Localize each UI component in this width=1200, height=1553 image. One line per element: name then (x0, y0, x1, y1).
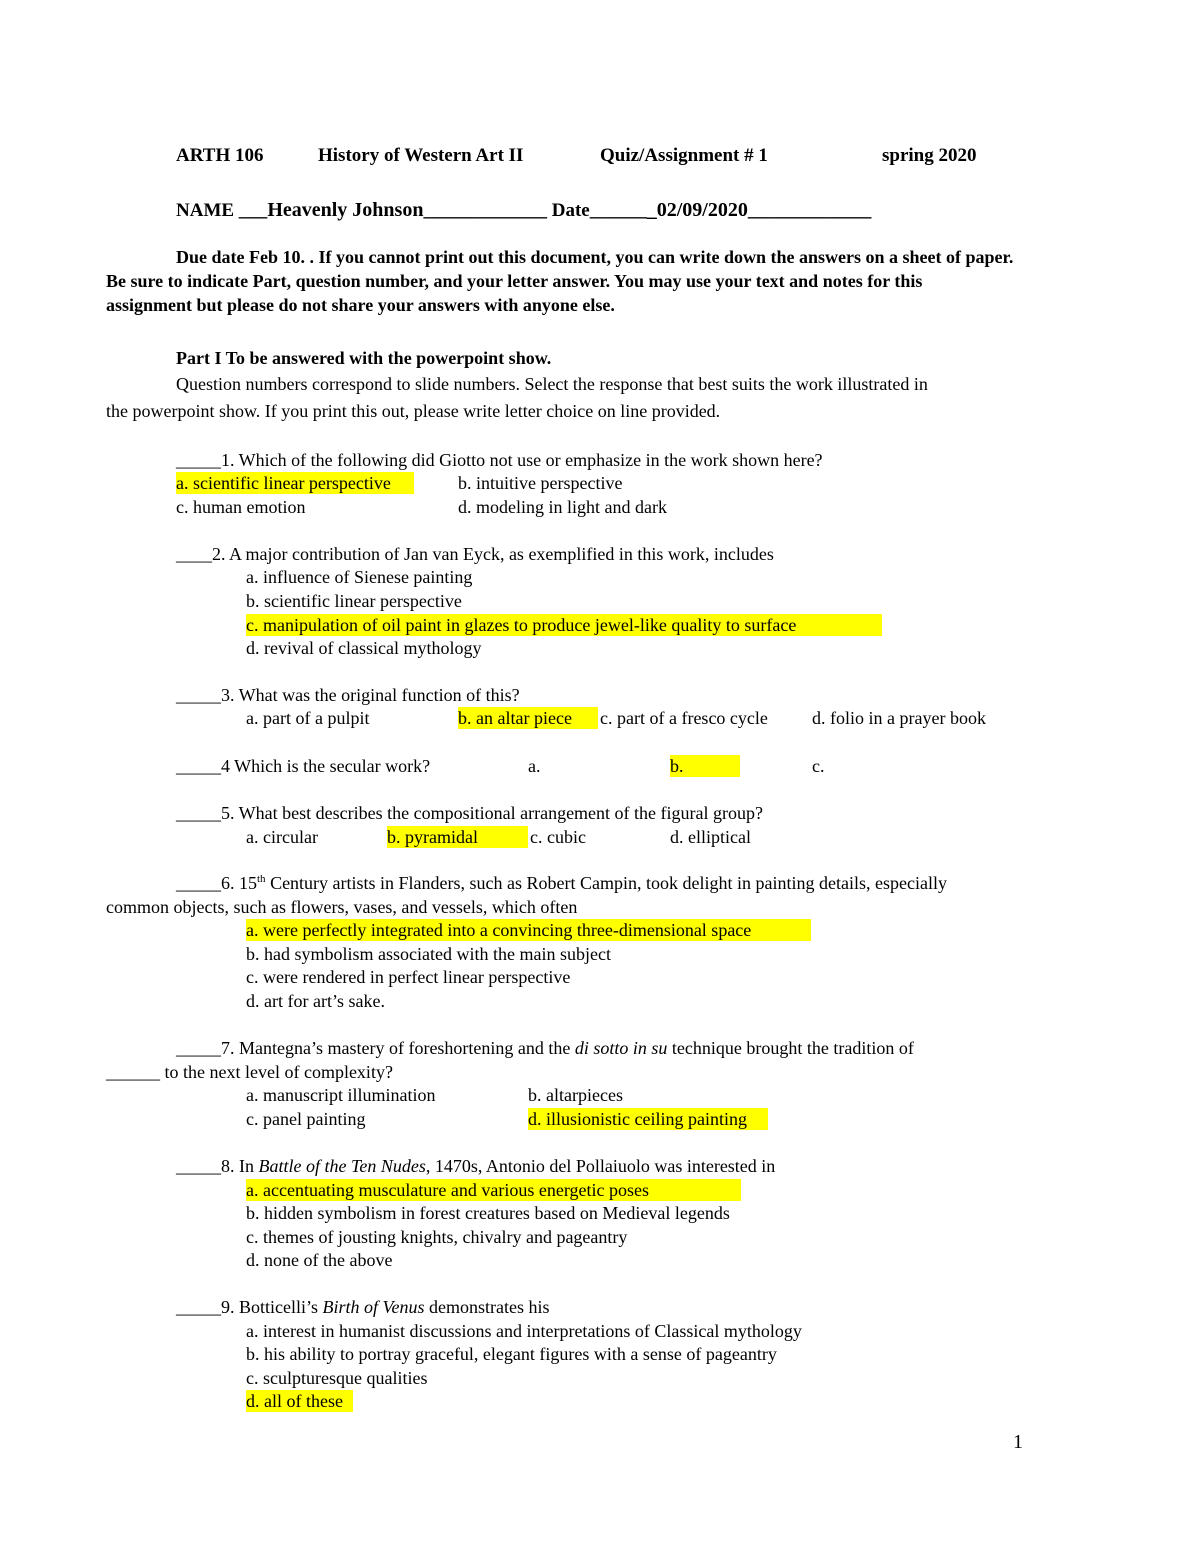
q7-stem-end: technique brought the tradition of (667, 1038, 914, 1058)
q6-stem-superscript: th (257, 873, 266, 885)
q5-option-c: c. cubic (530, 827, 586, 847)
q3-option-c: c. part of a fresco cycle (600, 708, 768, 728)
part-desc-line-1: Question numbers correspond to slide numbers. Select the response that best suits the work illustrated in (176, 374, 928, 394)
q6-option-c: c. were rendered in perfect linear perspective (246, 967, 571, 987)
q6-stem (176, 872, 947, 894)
q7-stem (176, 1037, 914, 1059)
student-name: Heavenly Johnson (267, 199, 424, 221)
q7-option-c: c. panel painting (246, 1109, 366, 1129)
instructions-line-1: Due date Feb 10. . If you cannot print out this document, you can write down the answers on a sheet of paper. (176, 247, 1014, 267)
q7-stem-line-2: ______ to the next level of complexity? (106, 1062, 393, 1082)
q6-stem-end: Century artists in Flanders, such as Robert Campin, took delight in painting details, especially (265, 873, 947, 893)
q2-stem: ____2. A major contribution of Jan van Eyck, as exemplified in this work, includes (176, 544, 774, 564)
q9-option-b: b. his ability to portray graceful, elegant figures with a sense of pageantry (246, 1344, 777, 1364)
q7-option-b: b. altarpieces (528, 1085, 623, 1105)
q9-option-a: a. interest in humanist discussions and interpretations of Classical mythology (246, 1321, 802, 1341)
term: spring 2020 (882, 145, 977, 166)
assignment-title: Quiz/Assignment # 1 (600, 145, 768, 166)
q1-stem: _____1. Which of the following did Giotto not use or emphasize in the work shown here? (176, 450, 823, 470)
q9-option-d: d. all of these (246, 1390, 353, 1412)
q2-option-d: d. revival of classical mythology (246, 638, 482, 658)
q8-stem (176, 1155, 775, 1177)
q6-option-b: b. had symbolism associated with the main subject (246, 944, 611, 964)
q3-stem: _____3. What was the original function of this? (176, 685, 520, 705)
q5-option-b: b. pyramidal (387, 826, 528, 848)
q8-option-d: d. none of the above (246, 1250, 393, 1270)
q5-option-a: a. circular (246, 827, 318, 847)
course-title: History of Western Art II (318, 145, 524, 166)
q9-stem (176, 1296, 549, 1318)
q8-stem-start: _____8. In (176, 1156, 259, 1176)
q9-stem-italic: Birth of Venus (322, 1297, 425, 1317)
date-label: Date______ (551, 200, 647, 221)
q6-stem-line-2: common objects, such as flowers, vases, and vessels, which often (106, 897, 578, 917)
q3-option-b: b. an altar piece (458, 707, 598, 729)
q5-stem: _____5. What best describes the compositional arrangement of the figural group? (176, 803, 763, 823)
q7-stem-start: _____7. Mantegna’s mastery of foreshortening and the (176, 1038, 575, 1058)
instructions-line-2: Be sure to indicate Part, question number, and your letter answer. You may use your text and notes for this (106, 271, 923, 291)
q6-option-d: d. art for art’s sake. (246, 991, 385, 1011)
q2-option-b: b. scientific linear perspective (246, 591, 462, 611)
q9-stem-start: _____9. Botticelli’s (176, 1297, 323, 1317)
q6-option-a: a. were perfectly integrated into a convincing three-dimensional space (246, 919, 811, 941)
course-code: ARTH 106 (176, 145, 264, 166)
name-date-line (176, 199, 871, 222)
q8-option-b: b. hidden symbolism in forest creatures based on Medieval legends (246, 1203, 730, 1223)
q4-option-a: a. (528, 756, 541, 776)
q9-stem-end: demonstrates his (424, 1297, 550, 1317)
q4-stem: _____4 Which is the secular work? (176, 756, 431, 776)
q8-stem-end: , 1470s, Antonio del Pollaiuolo was interested in (425, 1156, 776, 1176)
q4-option-c: c. (812, 756, 825, 776)
q9-option-c: c. sculpturesque qualities (246, 1368, 428, 1388)
q7-stem-italic: di sotto in su (574, 1038, 668, 1058)
q8-option-c: c. themes of jousting knights, chivalry and pageantry (246, 1227, 628, 1247)
q5-option-d: d. elliptical (670, 827, 751, 847)
q8-stem-italic: Battle of the Ten Nudes (258, 1156, 426, 1176)
q8-option-a: a. accentuating musculature and various energetic poses (246, 1179, 741, 1201)
q2-option-c: c. manipulation of oil paint in glazes to produce jewel-like quality to surface (246, 614, 882, 636)
q3-option-a: a. part of a pulpit (246, 708, 370, 728)
part-desc-line-2: the powerpoint show. If you print this out, please write letter choice on line provided. (106, 401, 721, 421)
date-trail: _____________ (747, 200, 872, 221)
q1-option-a: a. scientific linear perspective (176, 472, 414, 494)
name-label: NAME ___ (176, 200, 268, 221)
q7-option-d: d. illusionistic ceiling painting (528, 1108, 768, 1130)
q1-option-c: c. human emotion (176, 497, 306, 517)
part-title: Part I To be answered with the powerpoint show. (176, 348, 552, 368)
name-trail: _____________ (423, 200, 547, 221)
q4-option-b: b. (670, 755, 740, 777)
q7-option-a: a. manuscript illumination (246, 1085, 436, 1105)
q3-option-d: d. folio in a prayer book (812, 708, 986, 728)
q2-option-a: a. influence of Sienese painting (246, 567, 473, 587)
q1-option-d: d. modeling in light and dark (458, 497, 667, 517)
date-value: _02/09/2020 (646, 199, 748, 221)
q6-stem-start: _____6. 15 (176, 873, 257, 893)
page-number: 1 (1013, 1431, 1023, 1453)
q1-option-b: b. intuitive perspective (458, 473, 623, 493)
instructions-line-3: assignment but please do not share your answers with anyone else. (106, 295, 615, 315)
